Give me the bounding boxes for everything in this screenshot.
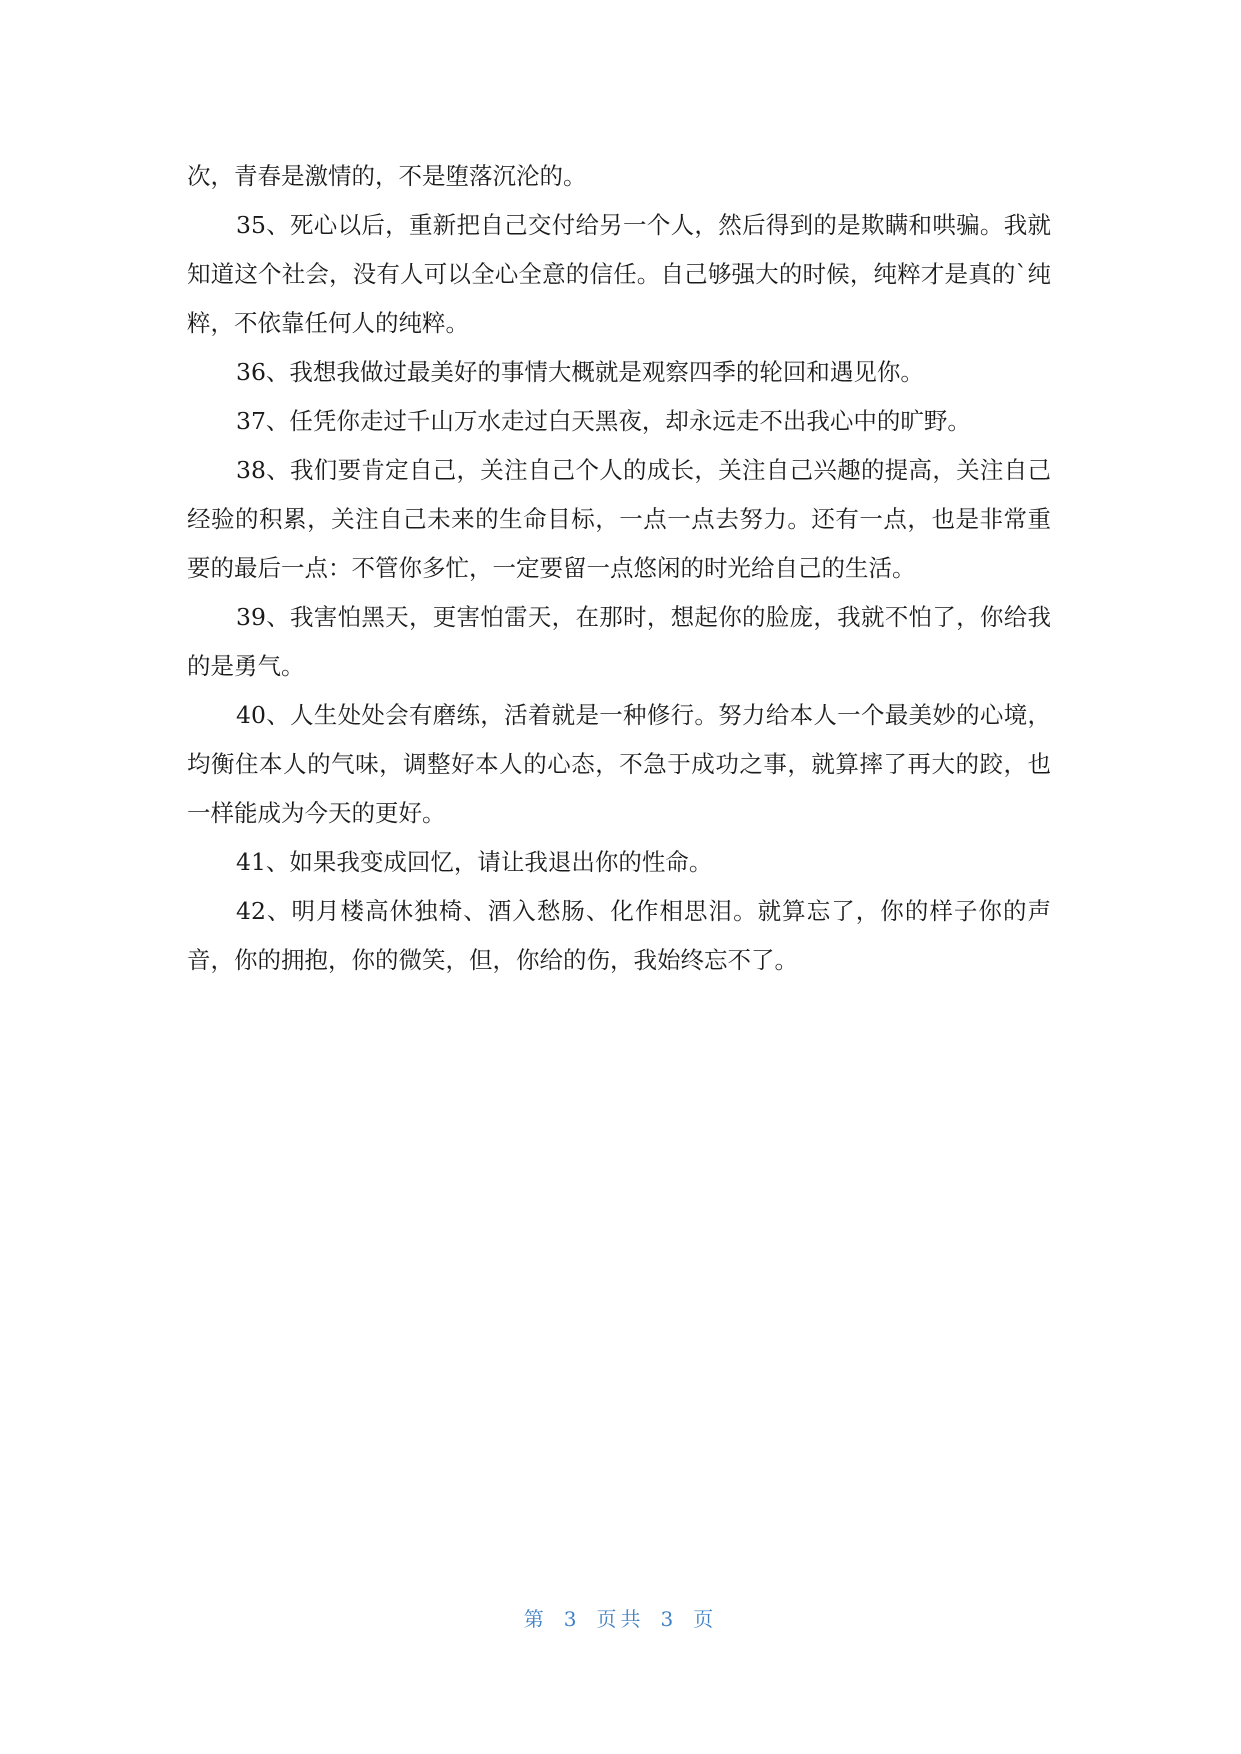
- paragraph-item-36: 36、我想我做过最美好的事情大概就是观察四季的轮回和遇见你。: [236, 358, 924, 386]
- footer-page-mid: 页共: [596, 1607, 645, 1631]
- footer-current-page: 3: [563, 1607, 581, 1631]
- footer-total-pages: 3: [660, 1607, 678, 1631]
- paragraph-item-39: 39、我害怕黑天，更害怕雷天，在那时，想起你的脸庞，我就不怕了，你给我的是勇气。: [187, 603, 1051, 680]
- paragraph-item-38: 38、我们要肯定自己，关注自己个人的成长，关注自己兴趣的提高，关注自己经验的积累，关注自己未来的生命目标，一点一点去努力。还有一点，也是非常重要的最后一点：不管你多忙，一定要留一点悠闲的时光给自己的生活。: [187, 456, 1051, 582]
- document-body: [187, 152, 1051, 985]
- paragraph-item-37: 37、任凭你走过千山万水走过白天黑夜，却永远走不出我心中的旷野。: [236, 407, 971, 435]
- paragraph-item-35: 35、死心以后，重新把自己交付给另一个人，然后得到的是欺瞒和哄骗。我就知道这个社会，没有人可以全心全意的信任。自己够强大的时候，纯粹才是真的`纯粹，不依靠任何人的纯粹。: [187, 211, 1051, 337]
- page-footer: [0, 1606, 1241, 1632]
- paragraph-continuation: 次，青春是激情的，不是堕落沉沦的。: [187, 162, 587, 190]
- paragraph-item-42: 42、明月楼高休独椅、酒入愁肠、化作相思泪。就算忘了，你的样子你的声音，你的拥抱，你的微笑，但，你给的伤，我始终忘不了。: [187, 897, 1051, 974]
- paragraph-item-41: 41、如果我变成回忆，请让我退出你的性命。: [236, 848, 713, 876]
- footer-page-suffix: 页: [693, 1607, 718, 1631]
- paragraph-item-40: 40、人生处处会有磨练，活着就是一种修行。努力给本人一个最美妙的心境，均衡住本人的气味，调整好本人的心态，不急于成功之事，就算摔了再大的跤，也一样能成为今天的更好。: [187, 701, 1051, 827]
- footer-page-prefix: 第: [523, 1607, 548, 1631]
